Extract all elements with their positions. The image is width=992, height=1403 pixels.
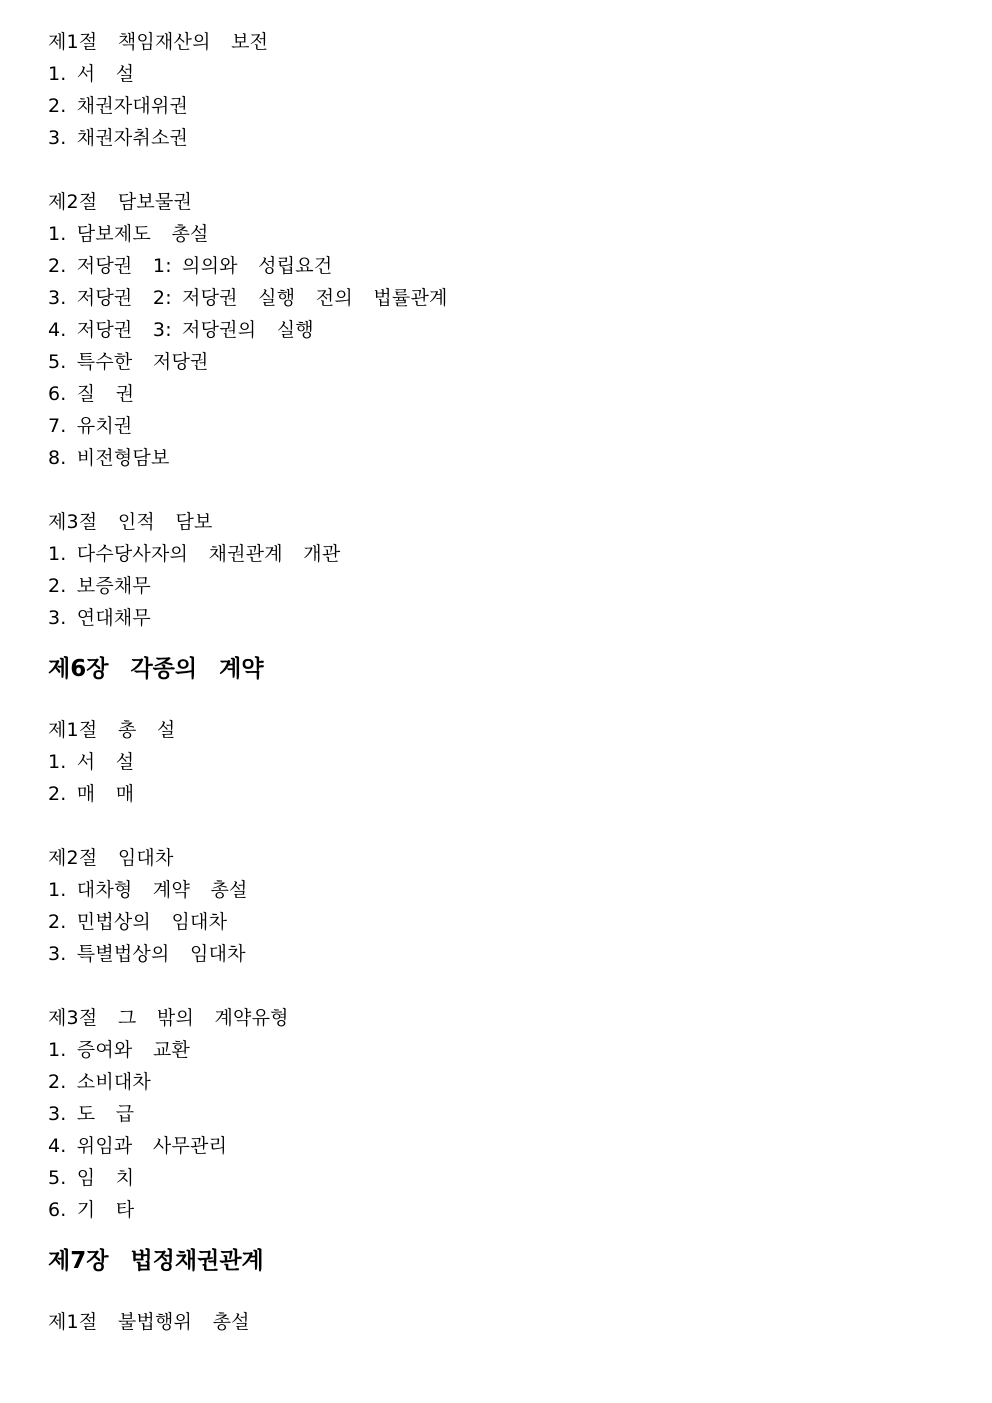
toc-line: 2. 민법상의 임대차	[48, 911, 228, 933]
toc-line: 제2절 임대차	[48, 847, 174, 869]
toc-line: 1. 담보제도 총설	[48, 223, 209, 245]
toc-line: 2. 채권자대위권	[48, 95, 189, 117]
blank-spacer	[48, 970, 944, 1002]
blank-spacer	[48, 474, 944, 506]
toc-line: 1. 증여와 교환	[48, 1039, 191, 1061]
toc-line: 제1절 불법행위 총설	[48, 1311, 250, 1333]
toc-line: 7. 유치권	[48, 415, 133, 437]
toc-line: 4. 저당권 3: 저당권의 실행	[48, 319, 314, 341]
toc-line: 제1절 책임재산의 보전	[48, 31, 269, 53]
toc-line: 제2절 담보물권	[48, 191, 193, 213]
toc-line: 3. 채권자취소권	[48, 127, 189, 149]
toc-line: 제1절 총 설	[48, 719, 176, 741]
blank-spacer	[48, 154, 944, 186]
blank-spacer	[48, 810, 944, 842]
toc-line: 2. 매 매	[48, 783, 135, 805]
toc-line: 2. 소비대차	[48, 1071, 151, 1093]
toc-line: 3. 연대채무	[48, 607, 151, 629]
toc-line: 4. 위임과 사무관리	[48, 1135, 228, 1157]
toc-line: 6. 질 권	[48, 383, 135, 405]
toc-line: 6. 기 타	[48, 1199, 135, 1221]
toc-line: 1. 서 설	[48, 751, 135, 773]
toc-line: 1. 대차형 계약 총설	[48, 879, 248, 901]
toc-line: 제3절 인적 담보	[48, 511, 213, 533]
toc-line: 8. 비전형담보	[48, 447, 170, 469]
toc-line: 5. 특수한 저당권	[48, 351, 209, 373]
toc-line: 2. 저당권 1: 의의와 성립요건	[48, 255, 333, 277]
toc-line: 3. 저당권 2: 저당권 실행 전의 법률관계	[48, 287, 448, 309]
toc-line: 3. 도 급	[48, 1103, 135, 1125]
toc-line: 3. 특별법상의 임대차	[48, 943, 246, 965]
chapter-heading: 제7장 법정채권관계	[48, 1248, 264, 1274]
toc-line: 2. 보증채무	[48, 575, 151, 597]
toc-line: 1. 서 설	[48, 63, 135, 85]
toc-line: 5. 임 치	[48, 1167, 135, 1189]
chapter-heading: 제6장 각종의 계약	[48, 656, 264, 682]
toc-line: 제3절 그 밖의 계약유형	[48, 1007, 289, 1029]
toc-line: 1. 다수당사자의 채권관계 개관	[48, 543, 341, 565]
